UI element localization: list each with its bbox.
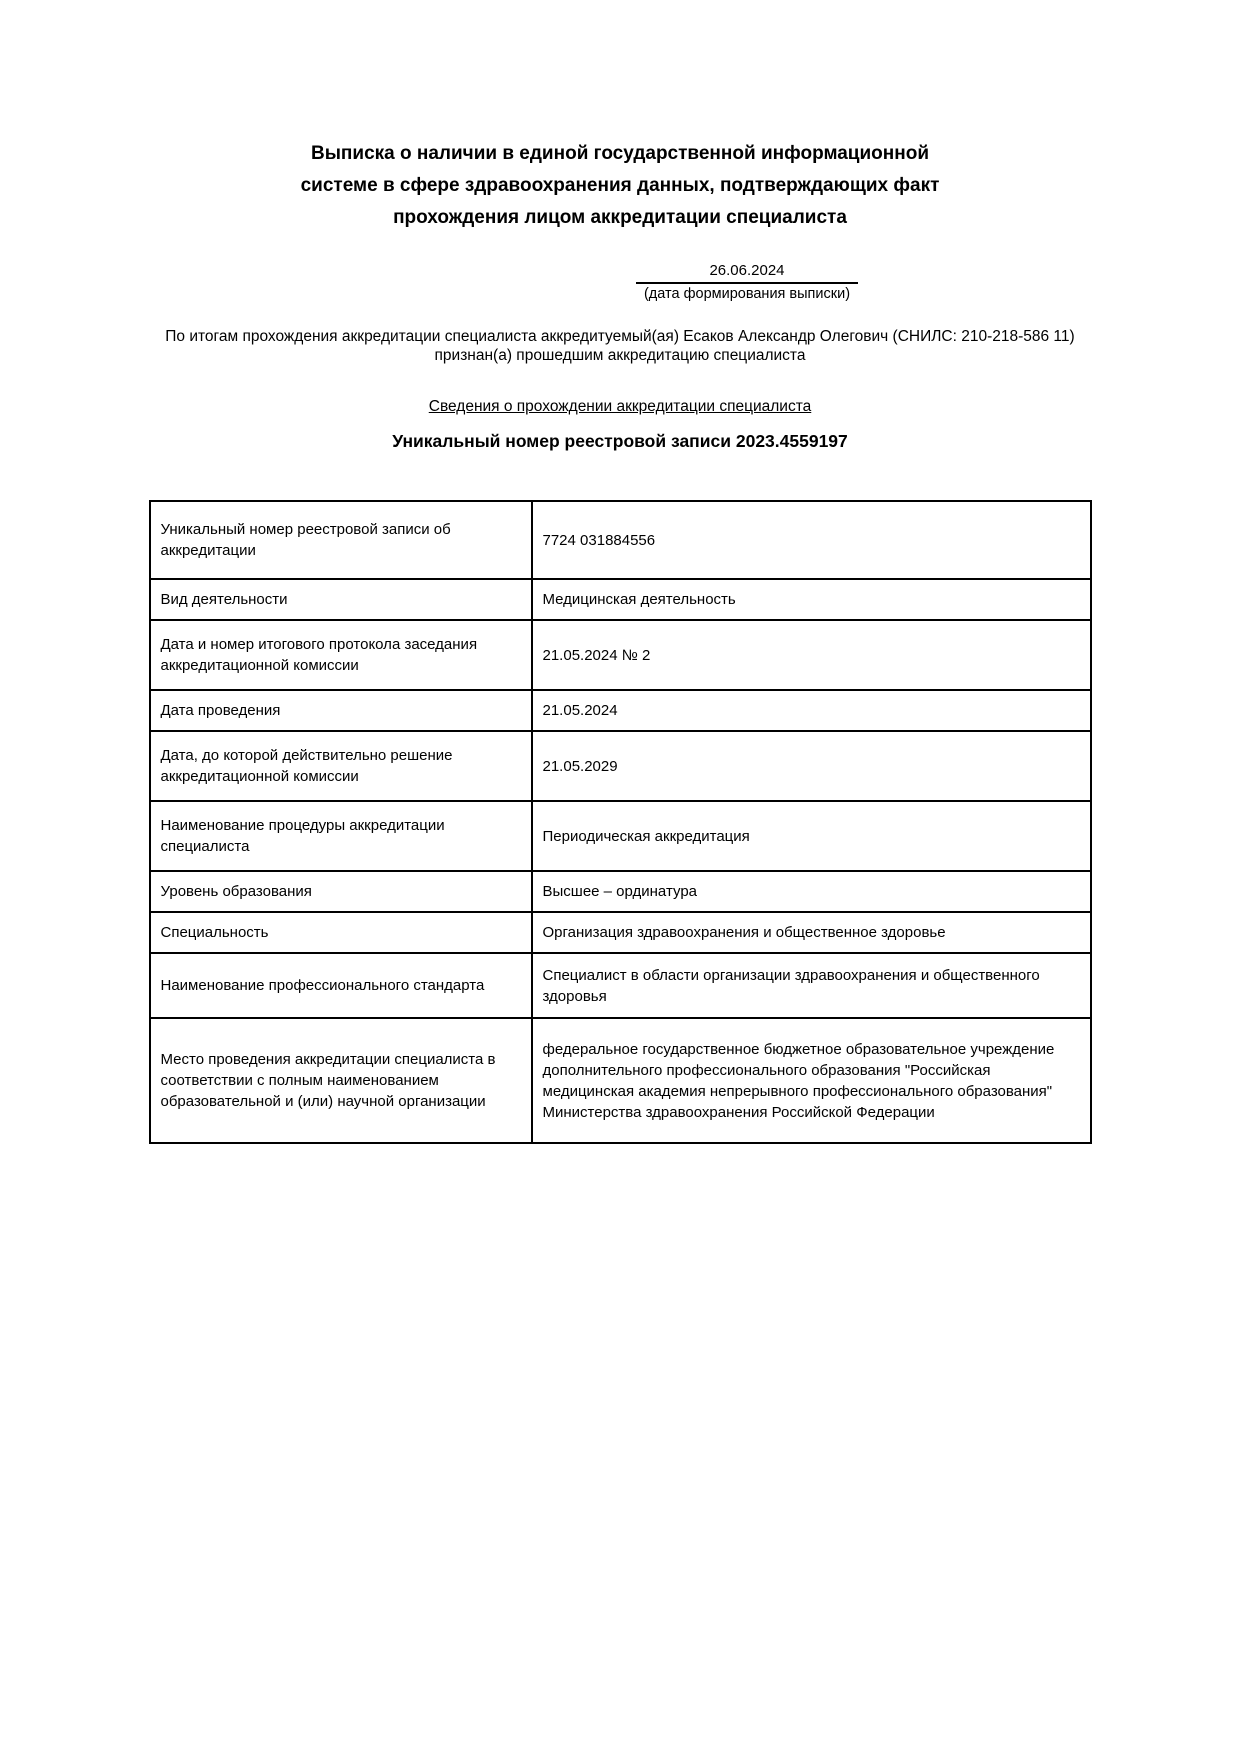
row-label: Вид деятельности <box>150 579 532 620</box>
row-value: 7724 031884556 <box>532 501 1091 579</box>
row-value: федеральное государственное бюджетное образовательное учреждение дополнительного профессионального образования "Российская медицинская академия непрерывного профессионального образования" Министерства здравоохранения Российской Федерации <box>532 1018 1091 1143</box>
row-label: Место проведения аккредитации специалиста в соответствии с полным наименованием образовательной и (или) научной организации <box>150 1018 532 1143</box>
accreditation-table <box>149 500 1092 1144</box>
document-title <box>0 138 1240 234</box>
registry-number-heading: Уникальный номер реестровой записи 2023.4559197 <box>392 431 848 451</box>
table-row <box>150 579 1091 620</box>
table-row <box>150 501 1091 579</box>
row-value: Медицинская деятельность <box>532 579 1091 620</box>
row-value: 21.05.2024 № 2 <box>532 620 1091 690</box>
row-label: Дата и номер итогового протокола заседания аккредитационной комиссии <box>150 620 532 690</box>
row-value: Периодическая аккредитация <box>532 801 1091 871</box>
table-row <box>150 871 1091 912</box>
table-row <box>150 912 1091 953</box>
table-row <box>150 953 1091 1018</box>
row-label: Уникальный номер реестровой записи об аккредитации <box>150 501 532 579</box>
formation-date: 26.06.2024 <box>636 262 858 284</box>
title-line-2: системе в сфере здравоохранения данных, подтверждающих факт <box>300 175 940 196</box>
row-value: Высшее – ординатура <box>532 871 1091 912</box>
table-row <box>150 801 1091 871</box>
row-label: Дата проведения <box>150 690 532 731</box>
title-line-1: Выписка о наличии в единой государственной информационной <box>310 143 930 164</box>
title-line-3: прохождения лицом аккредитации специалиста <box>393 207 847 228</box>
row-label: Дата, до которой действительно решение аккредитационной комиссии <box>150 731 532 801</box>
row-label: Наименование процедуры аккредитации специалиста <box>150 801 532 871</box>
row-label: Наименование профессионального стандарта <box>150 953 532 1018</box>
formation-date-block <box>636 262 858 302</box>
intro-line-1: По итогам прохождения аккредитации специалиста аккредитуемый(ая) Есаков Александр Олегович (СНИЛС: 210-218-586 11) <box>165 328 1075 345</box>
accreditation-result-paragraph <box>0 327 1240 365</box>
row-label: Специальность <box>150 912 532 953</box>
formation-date-caption: (дата формирования выписки) <box>643 286 851 302</box>
intro-line-2: признан(а) прошедшим аккредитацию специалиста <box>434 347 806 364</box>
section-heading: Сведения о прохождении аккредитации специалиста <box>428 398 812 415</box>
table-row <box>150 1018 1091 1143</box>
table-row <box>150 620 1091 690</box>
row-label: Уровень образования <box>150 871 532 912</box>
row-value: 21.05.2029 <box>532 731 1091 801</box>
table-row <box>150 690 1091 731</box>
row-value: 21.05.2024 <box>532 690 1091 731</box>
row-value: Организация здравоохранения и общественное здоровье <box>532 912 1091 953</box>
row-value: Специалист в области организации здравоохранения и общественного здоровья <box>532 953 1091 1018</box>
table-row <box>150 731 1091 801</box>
